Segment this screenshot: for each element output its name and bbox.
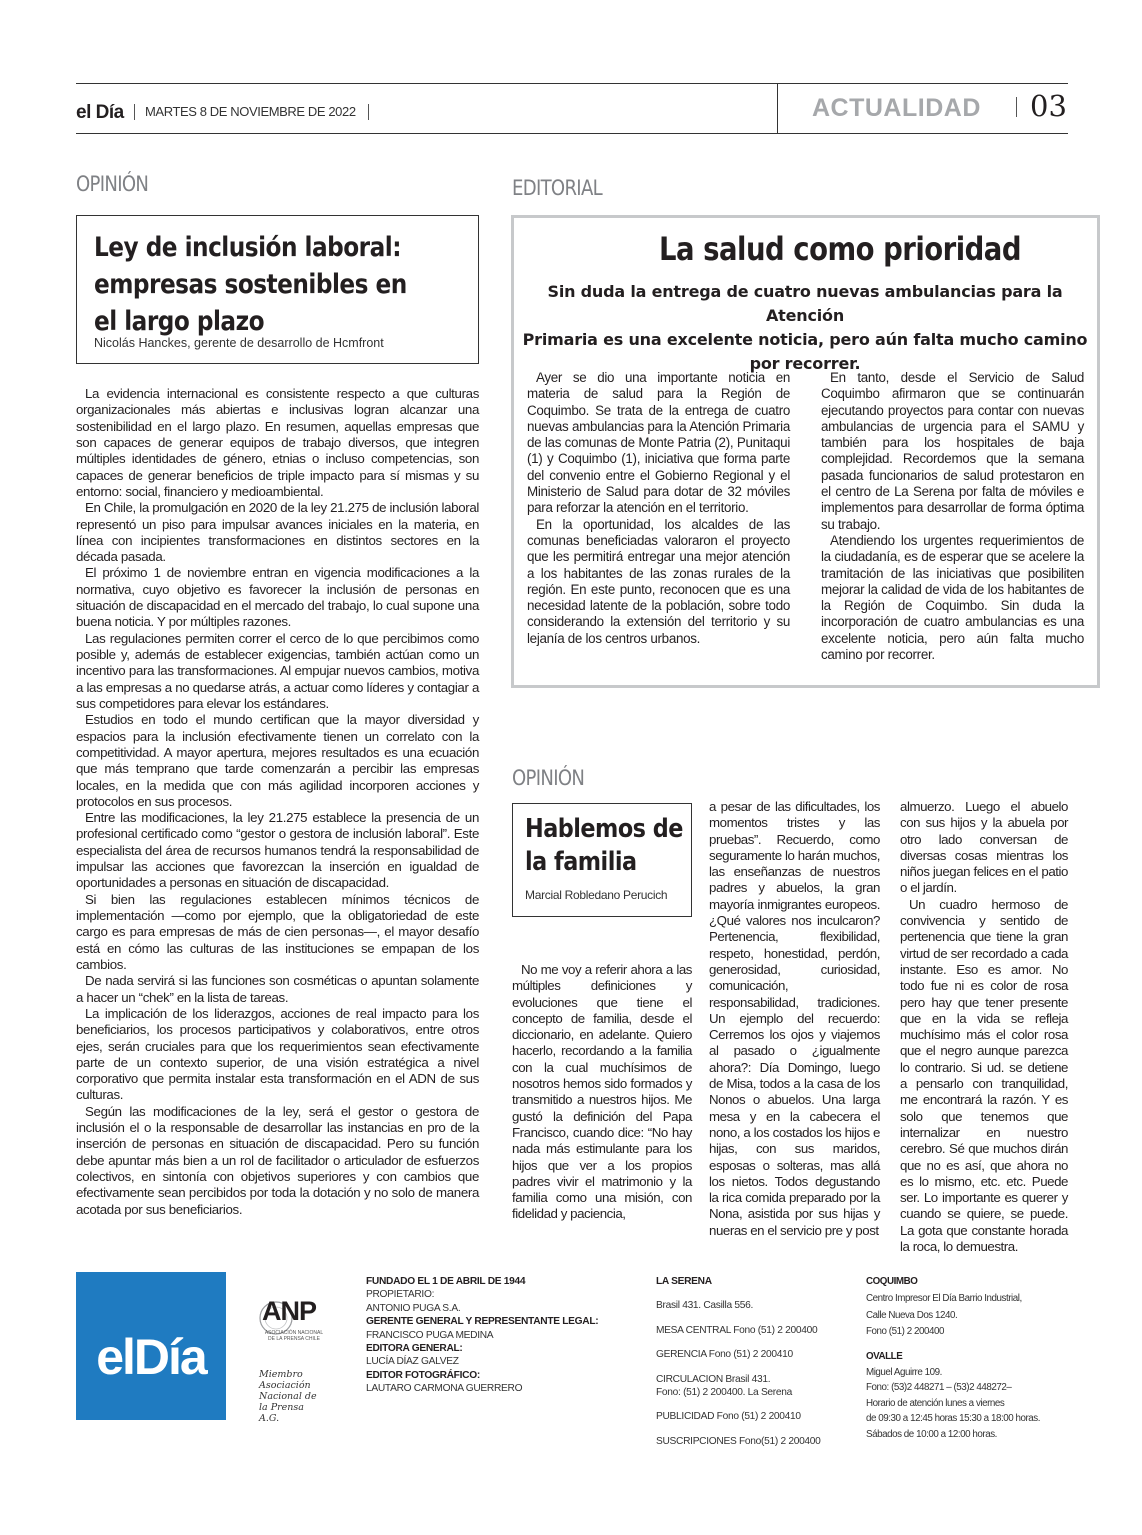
contact-line: Brasil 431. Casilla 556. bbox=[656, 1300, 753, 1312]
opinion-headline bbox=[94, 229, 464, 340]
paragraph: En la oportunidad, los alcaldes de las comunas beneficiadas valoraron el proyecto que les permitirá entregar una mejor atención a los habitantes de las zonas rurales de la región. En este punto, reconocen que es una necesidad latente de la población, sobre todo considerando la extensión del territorio y su lejanía de los centros urbanos. bbox=[527, 516, 790, 646]
logo-wordmark: elDía bbox=[96, 1329, 206, 1385]
staff-line: GERENTE GENERAL Y REPRESENTANTE LEGAL: bbox=[366, 1316, 599, 1328]
anp-small-text: ASOCIACIÓN NACIONAL DE LA PRENSA CHILE bbox=[264, 1330, 324, 1342]
staff-line: ANTONIO PUGA S.A. bbox=[366, 1302, 461, 1314]
paragraph: El próximo 1 de noviembre entran en vigencia modificaciones a la normativa, cuyo objetivo es favorecer la inclusión de personas en situación de discapacidad en el mercado del trabajo, lo cual supone una buena noticia. Y por múltiples razones. bbox=[76, 565, 479, 630]
contact-line: MESA CENTRAL Fono (51) 2 200400 bbox=[656, 1324, 818, 1336]
paragraph: No me voy a referir ahora a las múltiples definiciones y evoluciones que tiene el concepto de familia, desde el diccionario, en adelante. Quiero hacerlo, recordando a la familia con la cual muchísimos de nosotros hemos sido formados y transmitido a nuestros hijos. Me gustó la definición del Papa Francisco, cuando dice: “No hay nada más estimulante para los hijos que ver a los propios padres vivir el matrimonio y la familia como una misión, con fidelidad y paciencia, bbox=[512, 962, 692, 1222]
anp-logo bbox=[258, 1296, 328, 1363]
staff-line: EDITORA GENERAL: bbox=[366, 1343, 463, 1355]
headline-line: Ley de inclusión laboral: bbox=[94, 232, 401, 263]
deck-line: por recorrer. bbox=[749, 354, 861, 373]
staff-line: FUNDADO EL 1 DE ABRIL DE 1944 bbox=[366, 1276, 526, 1287]
el-dia-logo bbox=[76, 1272, 226, 1420]
opinion-body bbox=[76, 386, 479, 1217]
date-divider-left bbox=[134, 104, 135, 120]
opinion2-column-3 bbox=[900, 799, 1068, 1255]
paragraph: a pesar de las dificultades, los momentos tristes y las pruebas”. Recuerdo, como seguramente lo harán muchos, las enseñanzas de nuestros padres y abuelos, la gran mayoría inmigrantes europeos. ¿Qué valores nos inculcaron? Pertenencia, flexibilidad, respeto, honestidad, perdón, generosidad, curiosidad, comunicación, responsabilidad, tradiciones. Un ejemplo del recuerdo: Cerremos los ojos y viajemos al pasado o ¿igualmente ahora?: Día Domingo, luego de Misa, todos a la casa de los Nonos o abuelos. Una larga mesa y en la cabecera el nono, a los costados los hijos e hijas, con sus maridos, esposas o solteras, mas allá los nietos. Todos degustando la rica comida preparado por la Nona, asistida por sus hijas y nueras en el servicio pre y post bbox=[709, 799, 880, 1238]
coquimbo-ovalle-contacts bbox=[866, 1275, 1040, 1441]
headline-line: la familia bbox=[525, 847, 637, 877]
contact-line: Fono (51) 2 200400 bbox=[866, 1326, 944, 1338]
caption-line: la Prensa bbox=[259, 1402, 304, 1413]
paragraph: Un cuadro hermoso de convivencia y sentido de pertenencia que tiene la gran virtud de ser recordado a cada instante. Eso es amor. No todo fue ni es color de rosa pero hay que tener presente que en la vida se refleja muchísimo más el color rosa que el negro aunque parezca lo contrario. Si ud. se detiene a pensarlo con tranquilidad, me encontrará la razón. Y es solo que tenemos que internalizar en nuestro cerebro. Sé que muchos dirán que no es así, que ahora no es lo mismo, etc. etc. Puede ser. Lo importante es querer y cuando se quiere, se puede. La gota que constante horada la roca, lo demuestra. bbox=[900, 896, 1068, 1255]
issue-date: MARTES 8 DE NOVIEMBRE DE 2022 bbox=[145, 104, 356, 119]
staff-line: LAUTARO CARMONA GUERRERO bbox=[366, 1383, 523, 1395]
header-separator bbox=[777, 84, 778, 133]
contact-line: PUBLICIDAD Fono (51) 2 200410 bbox=[656, 1411, 801, 1423]
opinion2-kicker: OPINIÓN bbox=[512, 766, 585, 790]
header-rule-top bbox=[76, 83, 1068, 84]
staff-line: EDITOR FOTOGRÁFICO: bbox=[366, 1369, 480, 1381]
paragraph: Entre las modificaciones, la ley 21.275 establece la presencia de un profesional certificado como “gestor o gestora de inclusión laboral”. Este especialista del área de recursos humanos tendrá la responsabilidad de impulsar las acciones que favorezcan la inserción en igualdad de oportunidades a personas en situación de discapacidad. bbox=[76, 810, 479, 891]
contact-line: Sábados de 10:00 a 12:00 horas. bbox=[866, 1428, 997, 1440]
section-title: ACTUALIDAD bbox=[812, 94, 981, 122]
opinion2-headline bbox=[525, 813, 683, 879]
opinion-byline: Nicolás Hanckes, gerente de desarrollo de Hcmfront bbox=[94, 336, 384, 350]
staff-line: PROPIETARIO: bbox=[366, 1289, 435, 1301]
paragraph: En Chile, la promulgación en 2020 de la ley 21.275 de inclusión laboral representó un piso para impulsar avances iniciales en la materia, en línea con incipientes transformaciones en distintos sectores en la década pasada. bbox=[76, 500, 479, 565]
contact-line: Calle Nueva Dos 1240. bbox=[866, 1309, 958, 1321]
date-divider-right bbox=[368, 104, 369, 120]
paragraph: Las regulaciones permiten correr el cerco de lo que percibimos como posible y, además de establecer exigencias, también actúan como un incentivo para las transformaciones. Al empujar nuevos cambios, motiva a las empresas a no quedarse atrás, a actuar como líderes y contagiar a sus competidores para elevar los estándares. bbox=[76, 630, 479, 711]
contact-line: Fono: (51) 2 200400. La Serena bbox=[656, 1387, 792, 1399]
paragraph: Ayer se dio una importante noticia en materia de salud para la Región de Coquimbo. Se trata de la entrega de cuatro nuevas ambulancias para la Atención Primaria de las comunas de Monte Patria (2), Punitaqui (1) y Coquimbo (1), iniciativa que forma parte del convenio entre el Gobierno Regional y el Ministerio de Salud para dotar de 32 móviles para reforzar la atención en el territorio. bbox=[527, 370, 790, 516]
editorial-column-1 bbox=[527, 370, 790, 666]
opinion2-column-2 bbox=[709, 799, 880, 1238]
caption-line: Nacional de bbox=[259, 1391, 317, 1402]
caption-line: A.G. bbox=[259, 1413, 280, 1424]
page-number: 03 bbox=[1030, 89, 1067, 123]
paragraph: almuerzo. Luego el abuelo con sus hijos y la abuela por otro lado conversan de diversas cosas mientras los niños juegan felices en el patio o el jardín. bbox=[900, 799, 1068, 896]
contact-line: Centro Impresor El Día Barrio Industrial, bbox=[866, 1293, 1022, 1305]
header-rule-bottom bbox=[76, 133, 1068, 134]
masthead-brand: el Día bbox=[76, 102, 124, 123]
office-title: LA SERENA bbox=[656, 1276, 712, 1287]
staff-credits bbox=[366, 1275, 598, 1396]
paragraph: De nada servirá si las funciones son cosméticas o apuntan solamente a hacer un “chek” en la lista de tareas. bbox=[76, 973, 479, 1005]
page-number-divider bbox=[1016, 97, 1017, 117]
staff-line: FRANCISCO PUGA MEDINA bbox=[366, 1329, 494, 1341]
paragraph: En tanto, desde el Servicio de Salud Coquimbo afirmaron que se continuarán ejecutando proyectos para contar con nuevas ambulancias de urgencia para el SAMU y también para los hospitales de baja complejidad. Recordemos que la semana pasada funcionarios de salud protestaron en el centro de La Serena por falta de móviles e implementos para desarrollar de forma óptima su trabajo. bbox=[821, 370, 1084, 532]
anp-letters: ANP bbox=[262, 1296, 317, 1326]
contact-line: SUSCRIPCIONES Fono(51) 2 200400 bbox=[656, 1435, 821, 1447]
contact-line: Fono: (53)2 448271 – (53)2 448272– bbox=[866, 1382, 1012, 1394]
paragraph: Si bien las regulaciones establecen mínimos técnicos de implementación —como por ejemplo, que la obligatoriedad de este cargo es para empresas de más de cien personas—, el mayor desafío está en cómo las culturas de las instituciones se empapan de los cambios. bbox=[76, 891, 479, 972]
staff-line: LUCÍA DÍAZ GALVEZ bbox=[366, 1356, 459, 1368]
la-serena-contacts bbox=[656, 1275, 821, 1448]
headline-line: Hablemos de bbox=[525, 814, 683, 844]
headline-line: el largo plazo bbox=[94, 306, 265, 337]
opinion2-byline: Marcial Robledano Perucich bbox=[525, 888, 668, 902]
editorial-deck bbox=[520, 280, 1090, 376]
office-title: OVALLE bbox=[866, 1350, 903, 1362]
editorial-kicker: EDITORIAL bbox=[512, 176, 602, 200]
office-title: COQUIMBO bbox=[866, 1276, 918, 1287]
editorial-headline: La salud como prioridad bbox=[659, 230, 1022, 268]
deck-line: Sin duda la entrega de cuatro nuevas ambulancias para la Atención bbox=[547, 282, 1063, 325]
editorial-column-2 bbox=[821, 370, 1084, 666]
paragraph: La evidencia internacional es consistente respecto a que culturas organizacionales más abiertas e inclusivas logran alcanzar una sostenibilidad en el largo plazo. En resumen, aquellas empresas que son capaces de generar equipos de trabajo diversos, que integren múltiples identidades de género, etnias o incluso competencias, son capaces de generar beneficios de triple impacto para sí mismas y su entorno: social, financiero y medioambiental. bbox=[76, 386, 479, 499]
anp-caption bbox=[259, 1369, 319, 1424]
contact-line: CIRCULACION Brasil 431. bbox=[656, 1373, 771, 1385]
caption-line: Miembro bbox=[259, 1369, 303, 1380]
contact-line: de 09:30 a 12:45 horas 15:30 a 18:00 horas. bbox=[866, 1413, 1041, 1425]
opinion2-column-1 bbox=[512, 962, 692, 1222]
paragraph: Estudios en todo el mundo certifican que la mayor diversidad y espacios para la inclusión efectivamente tienen un correlato con la competitividad. A mayor apertura, mejores resultados es una ecuación que más temprano que tarde comenzarán a percibir las empresas locales, en la medida que con más agilidad incorporen acciones y protocolos en sus procesos. bbox=[76, 712, 479, 809]
headline-line: empresas sostenibles en bbox=[94, 269, 407, 300]
paragraph: Según las modificaciones de la ley, será el gestor o gestora de inclusión el o la responsable de desarrollar las instancias en pro de la inserción de personas en situación de discapacidad. Pero su función debe apuntar más bien a un rol de facilitador o articulador de esfuerzos colectivos, en sintonía con objetivos superiores y con cambios que efectivamente sean percibidos por toda la dotación y no solo de manera acotada por sus beneficiarios. bbox=[76, 1103, 479, 1217]
contact-line: Horario de atención lunes a viernes bbox=[866, 1397, 1005, 1409]
paragraph: Atendiendo los urgentes requerimientos de la ciudadanía, es de esperar que se acelere la tramitación de las iniciativas que posibiliten mejorar la calidad de vida de los habitantes de la Región de Coquimbo. Sin duda la incorporación de cuatro ambulancias es una excelente noticia, pero aún falta mucho camino por recorrer. bbox=[821, 532, 1084, 663]
contact-line: Miguel Aguirre 109. bbox=[866, 1367, 942, 1379]
contact-line: GERENCIA Fono (51) 2 200410 bbox=[656, 1349, 793, 1361]
opinion-kicker: OPINIÓN bbox=[76, 172, 149, 196]
deck-line: Primaria es una excelente noticia, pero aún falta mucho camino bbox=[522, 330, 1088, 349]
paragraph: La implicación de los liderazgos, acciones de real impacto para los beneficiarios, los procesos participativos y colaborativos, entre otros ejes, serán cruciales para que los requerimientos sean efectivamente parte de un contexto superior, de una visión estratégica a nivel corporativo que permita instalar esta transformación en el ADN de sus culturas. bbox=[76, 1005, 479, 1103]
caption-line: Asociación bbox=[259, 1380, 311, 1391]
